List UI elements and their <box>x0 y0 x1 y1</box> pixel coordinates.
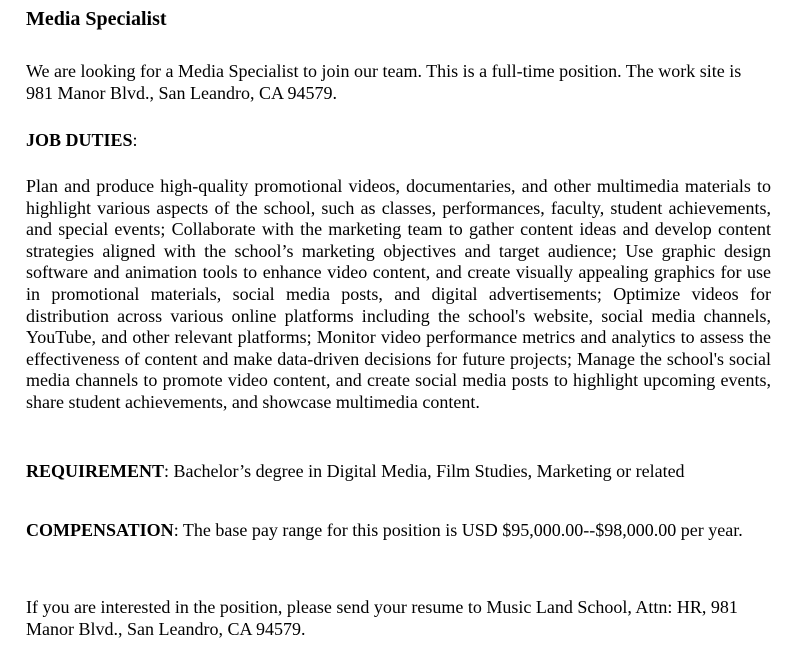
job-duties-heading <box>26 129 771 151</box>
job-duties-label: JOB DUTIES <box>26 130 133 150</box>
requirement-label: REQUIREMENT <box>26 461 165 481</box>
job-duties-colon: : <box>132 130 138 150</box>
compensation-text: : The base pay range for this position is USD $95,000.00--$98,000.00 per year. <box>173 520 743 540</box>
requirement-text: : Bachelor’s degree in Digital Media, Film Studies, Marketing or related <box>164 461 685 481</box>
job-title: Media Specialist <box>26 8 167 30</box>
compensation-label: COMPENSATION <box>26 520 174 540</box>
contact-paragraph: If you are interested in the position, please send your resume to Music Land School, Attn: HR, 981 Manor Blvd., San Leandro, CA 94579. <box>26 597 738 639</box>
requirement-section <box>26 460 771 482</box>
intro-paragraph: We are looking for a Media Specialist to join our team. This is a full-time position. The work site is 981 Manor Blvd., San Leandro, CA 94579. <box>26 61 742 103</box>
job-duties-paragraph: Plan and produce high-quality promotional videos, documentaries, and other multimedia materials to highlight various aspects of the school, such as classes, performances, faculty, student achievements, and special events; Collaborate with the marketing team to gather content ideas and develop content strategies aligned with the school’s marketing objectives and target audience; Use graphic design software and animation tools to enhance video content, and create visually appealing graphics for use in promotional materials, social media posts, and digital advertisements; Optimize videos for distribution across various online platforms including the school's website, social media channels, YouTube, and other relevant platforms; Monitor video performance metrics and analytics to assess the effectiveness of content and make data-driven decisions for future projects; Manage the school's social media channels to promote video content, and create social media posts to highlight upcoming events, share student achievements, and showcase multimedia content. <box>26 176 771 412</box>
compensation-section <box>26 519 756 541</box>
